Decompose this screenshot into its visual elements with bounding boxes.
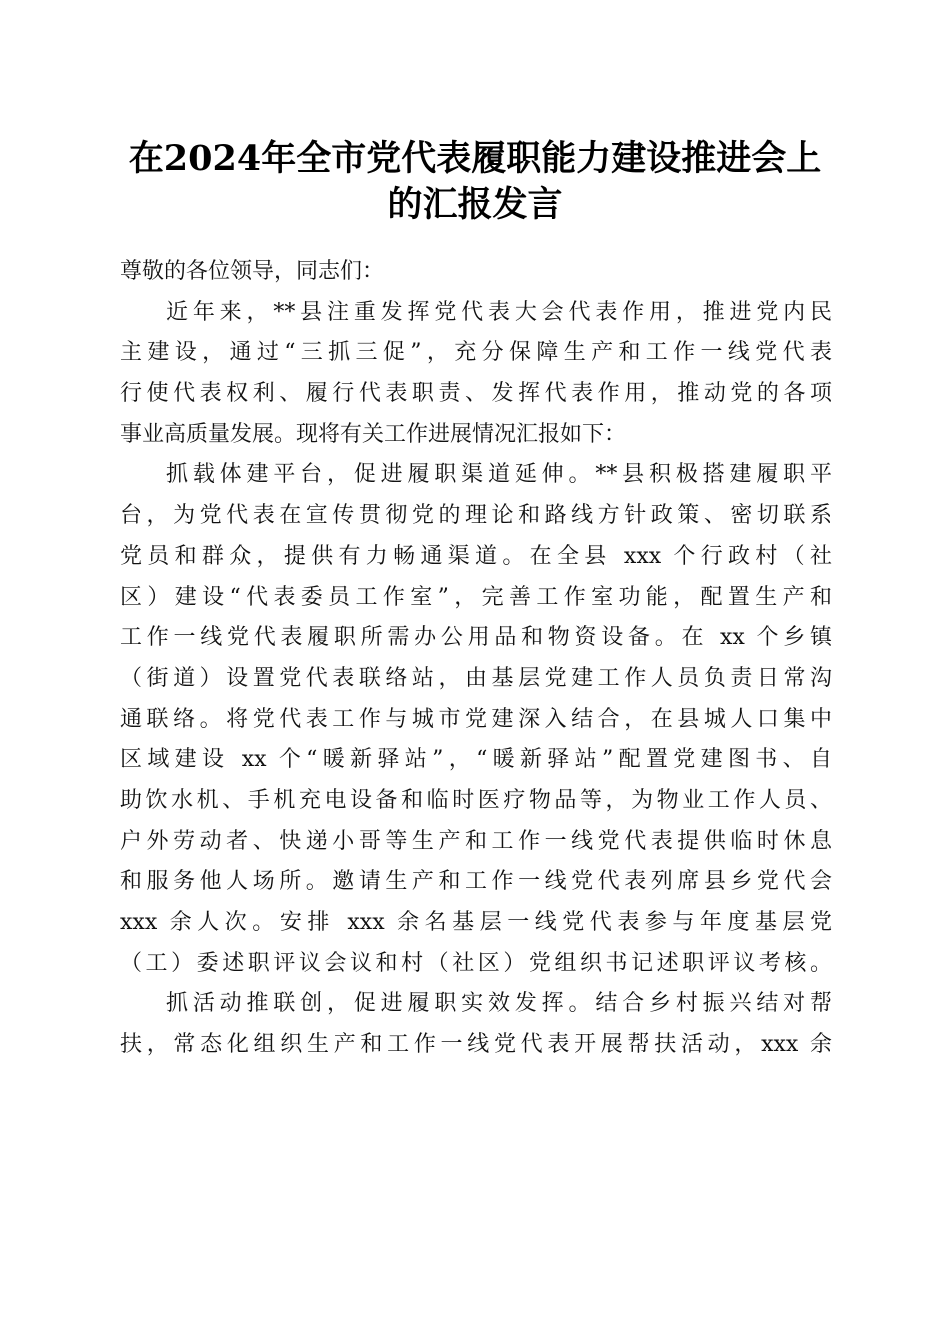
salutation: 尊敬的各位领导，同志们： (120, 259, 385, 284)
paragraph-line: 户外劳动者、快递小哥等生产和工作一线党代表提供临时休息 (120, 828, 832, 854)
paragraph-line: 主建设，通过“三抓三促”，充分保障生产和工作一线党代表 (120, 340, 832, 366)
paragraph-line: 行使代表权利、履行代表职责、发挥代表作用，推动党的各项 (120, 381, 832, 407)
paragraph-line: 通联络。将党代表工作与城市党建深入结合，在县城人口集中 (120, 706, 832, 732)
document-title (110, 136, 840, 228)
title-line: 的汇报发言 (387, 184, 563, 225)
paragraph-line: 党员和群众，提供有力畅通渠道。在全县 xxx 个行政村（社 (120, 543, 832, 569)
paragraph-line: （工）委述职评议会议和村（社区）党组织书记述职评议考核。 (120, 950, 832, 976)
paragraph-line: 扶，常态化组织生产和工作一线党代表开展帮扶活动，xxx 余 (120, 1032, 832, 1058)
document-body (120, 252, 832, 1066)
paragraph-line: 工作一线党代表履职所需办公用品和物资设备。在 xx 个乡镇 (120, 625, 832, 651)
paragraph-line: 区域建设 xx 个“暖新驿站”，“暖新驿站”配置党建图书、自 (120, 747, 832, 773)
title-line: 在2024年全市党代表履职能力建设推进会上 (128, 138, 822, 179)
paragraph-line: 助饮水机、手机充电设备和临时医疗物品等，为物业工作人员、 (120, 787, 832, 813)
paragraph-line: 事业高质量发展。现将有关工作进展情况汇报如下： (120, 421, 627, 447)
paragraph-line: 区）建设“代表委员工作室”，完善工作室功能，配置生产和 (120, 584, 832, 610)
paragraph-line: 抓载体建平台，促进履职渠道延伸。**县积极搭建履职平 (166, 462, 832, 488)
paragraph-line: 近年来，**县注重发挥党代表大会代表作用，推进党内民 (166, 299, 832, 325)
paragraph-line: 抓活动推联创，促进履职实效发挥。结合乡村振兴结对帮 (166, 991, 832, 1017)
paragraph-line: （街道）设置党代表联络站，由基层党建工作人员负责日常沟 (120, 665, 832, 691)
paragraph-line: xxx 余人次。安排 xxx 余名基层一线党代表参与年度基层党 (120, 910, 832, 935)
paragraph-line: 和服务他人场所。邀请生产和工作一线党代表列席县乡党代会 (120, 869, 832, 895)
paragraph-line: 台，为党代表在宣传贯彻党的理论和路线方针政策、密切联系 (120, 503, 832, 529)
